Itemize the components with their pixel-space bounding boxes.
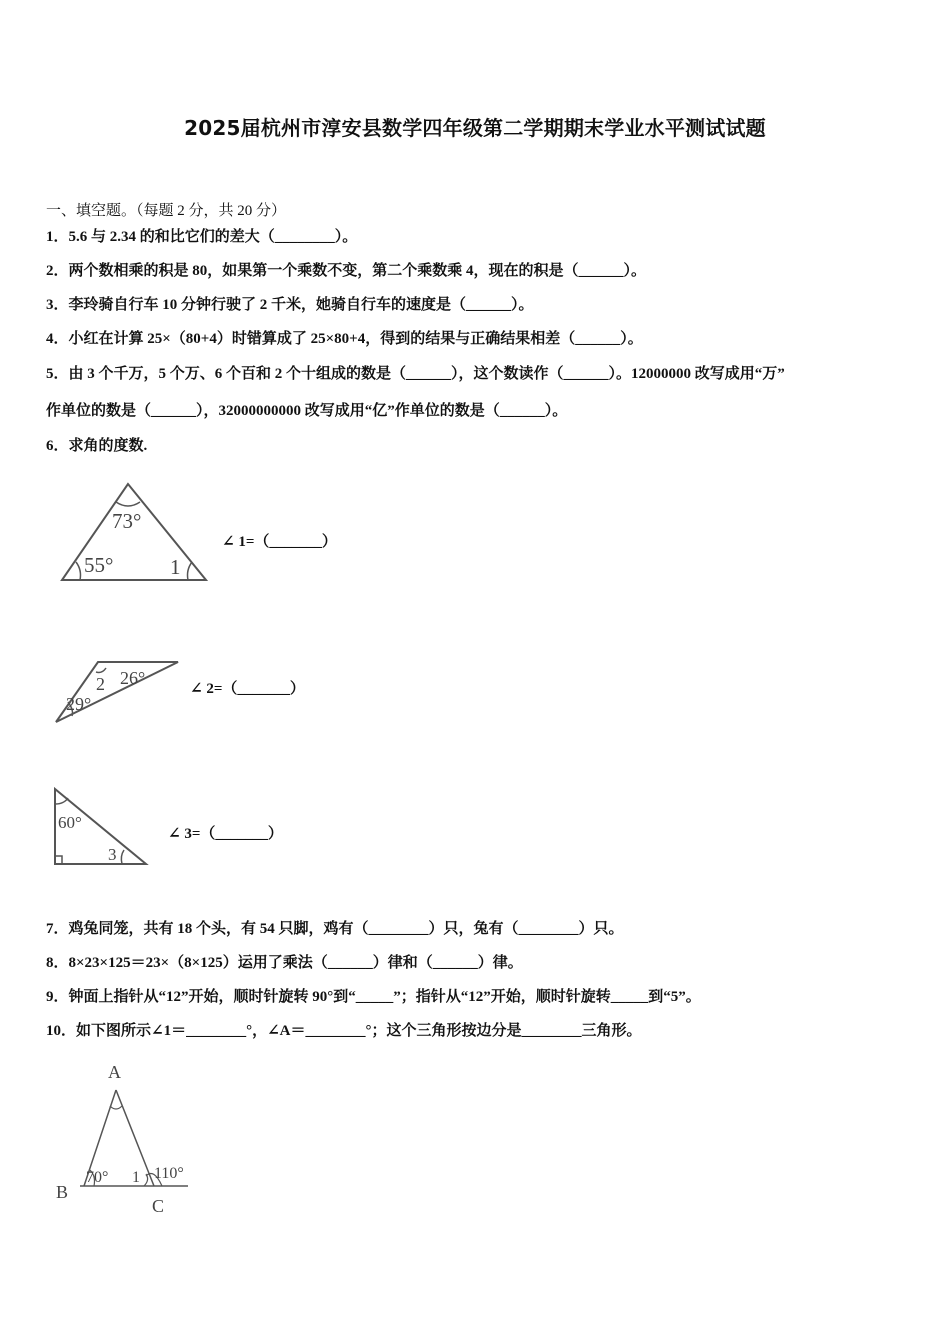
vertex-a-label: A xyxy=(108,1062,121,1082)
angle-2-answer: ∠ 2=（_______） xyxy=(190,681,305,697)
fig2-left-angle: 29° xyxy=(66,694,92,714)
triangle-figure-2 xyxy=(52,656,182,728)
question-2: 2．两个数相乘的积是 80，如果第一个乘数不变，第二个乘数乘 4，现在的积是（______）。 xyxy=(46,263,647,279)
fig3-right-label: 3 xyxy=(108,845,117,864)
question-5-line-2: 作单位的数是（______），32000000000 改写成用“亿”作单位的数是（______）。 xyxy=(46,403,568,419)
section-heading: 一、填空题。（每题 2 分，共 20 分） xyxy=(46,203,287,219)
fig1-left-angle: 55° xyxy=(84,553,114,577)
exterior-angle-label: 110° xyxy=(154,1165,184,1182)
angle-1-label: 1 xyxy=(132,1169,140,1186)
fig1-right-label: 1 xyxy=(170,555,181,579)
angle-1-answer: ∠ 1=（_______） xyxy=(222,534,337,550)
question-8: 8．8×23×125＝23×（8×125）运用了乘法（______）律和（______）律。 xyxy=(46,955,523,971)
question-6: 6．求角的度数. xyxy=(46,438,148,454)
vertex-b-label: B xyxy=(56,1182,69,1202)
fig2-right-angle: 26° xyxy=(120,668,146,688)
vertex-c-label: C xyxy=(152,1196,165,1216)
question-10: 10．如下图所示∠1＝________°，∠A＝________°；这个三角形按边分是________三角形。 xyxy=(46,1023,642,1039)
question-7: 7．鸡兔同笼，共有 18 个头，有 54 只脚，鸡有（________）只，兔有（________）只。 xyxy=(46,921,624,937)
triangle-figure-1 xyxy=(52,478,220,596)
question-5-line-1: 5．由 3 个千万，5 个万、6 个百和 2 个十组成的数是（______），这个数读作（______）。12000000 改写成用“万” xyxy=(46,366,785,382)
angle-b-label: 70° xyxy=(86,1169,109,1186)
question-1: 1．5.6 与 2.34 的和比它们的差大（________）。 xyxy=(46,229,358,245)
question-9: 9．钟面上指针从“12”开始，顺时针旋转 90°到“_____”；指针从“12”开始，顺时针旋转_____到“5”。 xyxy=(46,989,701,1005)
fig3-top-angle: 60° xyxy=(58,813,82,832)
angle-3-answer: ∠ 3=（_______） xyxy=(168,826,283,842)
triangle-figure-3 xyxy=(50,784,154,870)
triangle-figure-4 xyxy=(50,1056,200,1218)
fig1-top-angle: 73° xyxy=(112,509,142,533)
page-title: 2025届杭州市淳安县数学四年级第二学期期末学业水平测试试题 xyxy=(184,116,766,140)
question-4: 4．小红在计算 25×（80+4）时错算成了 25×80+4，得到的结果与正确结果相差（______）。 xyxy=(46,331,643,347)
question-3: 3．李玲骑自行车 10 分钟行驶了 2 千米，她骑自行车的速度是（______）。 xyxy=(46,297,534,313)
fig2-mid-label: 2 xyxy=(96,674,105,694)
